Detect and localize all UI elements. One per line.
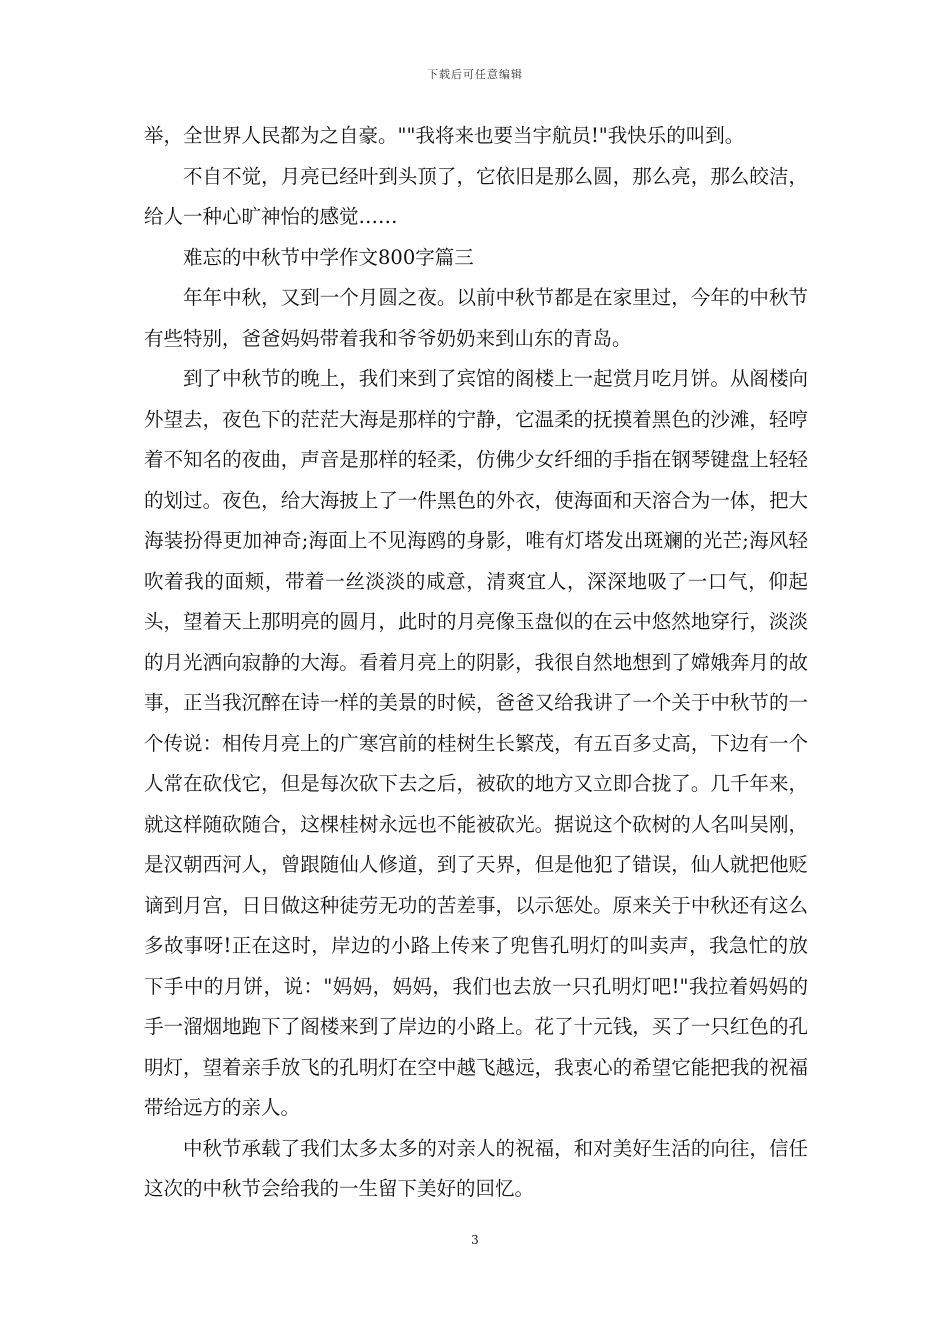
paragraph-intro: 年年中秋，又到一个月圆之夜。以前中秋节都是在家里过，今年的中秋节有些特别，爸爸妈妈带着我和爷爷奶奶来到山东的青岛。 [144,286,808,350]
document-body [144,116,808,1210]
paragraph-conclusion: 中秋节承载了我们太多太多的对亲人的祝福，和对美好生活的向往，信任这次的中秋节会给我的一生留下美好的回忆。 [144,1136,808,1200]
page-number: 3 [471,1233,479,1247]
paragraph-continuation: 举，全世界人民都为之自豪。""我将来也要当宇航员!"我快乐的叫到。 [144,124,745,147]
paragraph-moon-overhead: 不自不觉，月亮已经叶到头顶了，它依旧是那么圆，那么亮，那么皎洁，给人一种心旷神怡的感觉…… [144,164,808,228]
page-header: 下载后可任意编辑 [427,68,523,81]
paragraph-main-story: 到了中秋节的晚上，我们来到了宾馆的阁楼上一起赏月吃月饼。从阁楼向外望去，夜色下的茫茫大海是那样的宁静，它温柔的抚摸着黑色的沙滩，轻哼着不知名的夜曲，声音是那样的轻柔，仿佛少女纤细的手指在钢琴键盘上轻轻的划过。夜色，给大海披上了一件黑色的外衣，使海面和天溶合为一体，把大海装扮得更加神奇;海面上不见海鸥的身影，唯有灯塔发出斑斓的光芒;海风轻吹着我的面颊，带着一丝淡淡的咸意，清爽宜人，深深地吸了一口气，仰起头，望着天上那明亮的圆月，此时的月亮像玉盘似的在云中悠然地穿行，淡淡的月光洒向寂静的大海。看着月亮上的阴影，我很自然地想到了嫦娥奔月的故事，正当我沉醉在诗一样的美景的时候，爸爸又给我讲了一个关于中秋节的一个传说：相传月亮上的广寒宫前的桂树生长繁茂，有五百多丈高，下边有一个人常在砍伐它，但是每次砍下去之后，被砍的地方又立即合拢了。几千年来，就这样随砍随合，这棵桂树永远也不能被砍光。据说这个砍树的人名叫吴刚，是汉朝西河人，曾跟随仙人修道，到了天界，但是他犯了错误，仙人就把他贬谪到月宫，日日做这种徒劳无功的苦差事，以示惩处。原来关于中秋还有这么多故事呀!正在这时，岸边的小路上传来了兜售孔明灯的叫卖声，我急忙的放下手中的月饼，说："妈妈，妈妈，我们也去放一只孔明灯吧!"我拉着妈妈的手一溜烟地跑下了阁楼来到了岸边的小路上。花了十元钱，买了一只红色的孔明灯，望着亲手放飞的孔明灯在空中越飞越远，我衷心的希望它能把我的祝福带给远方的亲人。 [144,367,808,1119]
essay-section-title: 难忘的中秋节中学作文800字篇三 [183,245,474,269]
